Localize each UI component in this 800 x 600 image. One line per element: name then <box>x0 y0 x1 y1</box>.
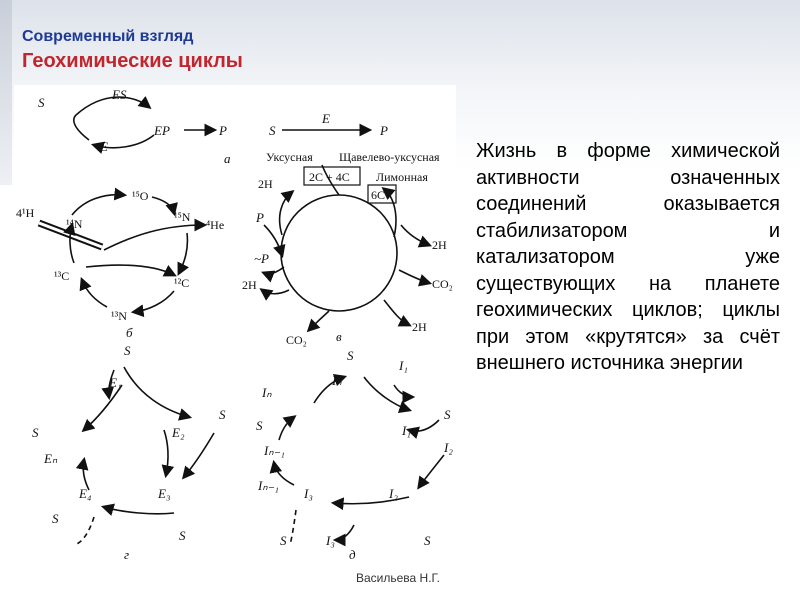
label-a-ep: EP <box>154 123 170 138</box>
label-d-in1-b: Iₙ₋₁ <box>258 478 279 493</box>
label-d-i3-bottom: I₃ <box>326 533 335 548</box>
label-d-i2: I₂ <box>389 486 398 501</box>
label-d-i2-right: I₂ <box>444 440 453 455</box>
label-d-i3: I₃ <box>304 486 313 501</box>
label-v-e: E <box>322 111 330 126</box>
left-accent-bar <box>0 0 12 185</box>
label-v-box1: 2C + 4C <box>309 170 350 184</box>
label-d-in: Iₙ <box>262 385 272 400</box>
label-d-in1: Iₙ₋₁ <box>264 443 285 458</box>
body-paragraph: Жизнь в форме химической активности означенных соединений оказывается стабилизатором и катализатором уже существующих на планете геохимических циклов; циклы при этом «крутятся» за счёт внешнего источника энергии <box>476 140 780 374</box>
panel-d <box>274 377 444 545</box>
label-g-caption: г <box>124 547 130 562</box>
label-g-s-right: S <box>219 407 226 422</box>
label-v-p: P <box>380 123 388 138</box>
label-v-co2a: CO₂ <box>432 277 453 291</box>
label-g-e2: E₂ <box>172 425 185 440</box>
label-b-caption: б <box>126 325 133 340</box>
label-g-s-left: S <box>32 425 39 440</box>
panel-g <box>74 367 214 545</box>
label-g-e3: E₃ <box>158 486 171 501</box>
slide-title: Геохимические циклы <box>22 50 243 72</box>
label-v-h3: 2H <box>242 278 257 292</box>
label-v-citric: Лимонная <box>376 170 428 184</box>
label-b-h: 4¹H <box>16 206 35 220</box>
cycles-diagram <box>14 85 456 563</box>
label-d-caption: д <box>349 547 356 562</box>
cycles-figure <box>14 85 456 563</box>
label-v-p2: ~P <box>254 251 269 266</box>
label-b-c13: ¹³C <box>54 269 70 283</box>
label-v-acetic: Уксусная <box>266 150 313 164</box>
label-a-caption: а <box>224 151 231 166</box>
label-b-o15: ¹⁵O <box>132 189 149 203</box>
label-b-n14: ¹⁴N <box>66 217 83 231</box>
label-g-s-bottom: S <box>179 528 186 543</box>
label-a-e: E <box>100 139 108 154</box>
label-v-s: S <box>269 123 276 138</box>
label-a-p: P <box>219 123 227 138</box>
label-a-s: S <box>38 95 45 110</box>
label-g-e1: E₁ <box>109 375 122 390</box>
label-d-s-bottom: S <box>424 533 431 548</box>
label-b-n15: ¹⁵N <box>174 210 191 224</box>
label-b-c12: ¹²C <box>174 276 190 290</box>
label-v-oxaloacetic: Щавелево-уксусная <box>339 150 440 164</box>
panel-v <box>262 165 429 330</box>
label-v-box2: 6C <box>371 188 386 202</box>
label-g-s-top: S <box>124 343 131 358</box>
author-footer: Васильева Н.Г. <box>356 571 440 585</box>
label-g-en: Eₙ <box>44 451 58 466</box>
label-d-i1: I₁ <box>402 423 411 438</box>
label-v-h4: 2H <box>412 320 427 334</box>
label-b-n13: ¹³N <box>111 309 127 323</box>
label-a-es: ES <box>112 87 127 102</box>
label-d-s-right: S <box>444 407 451 422</box>
label-v-h1: 2H <box>258 177 273 191</box>
label-g-e4: E₄ <box>79 486 92 501</box>
label-v-caption: в <box>336 329 342 344</box>
label-v-p-small: P <box>256 210 264 225</box>
label-v-h2: 2H <box>432 238 447 252</box>
label-d-s-left: S <box>256 418 263 433</box>
label-d-i1-top: I₁ <box>399 358 408 373</box>
label-d-s-top: S <box>347 348 354 363</box>
label-d-s-bottom-left: S <box>280 533 287 548</box>
slide-subtitle: Современный взгляд <box>22 28 194 45</box>
label-v-co2b: CO₂ <box>286 333 307 347</box>
label-d-in-top: Iₙ <box>332 373 342 388</box>
label-g-s-bottom-left: S <box>52 511 59 526</box>
label-b-he: ⁴He <box>206 218 225 232</box>
